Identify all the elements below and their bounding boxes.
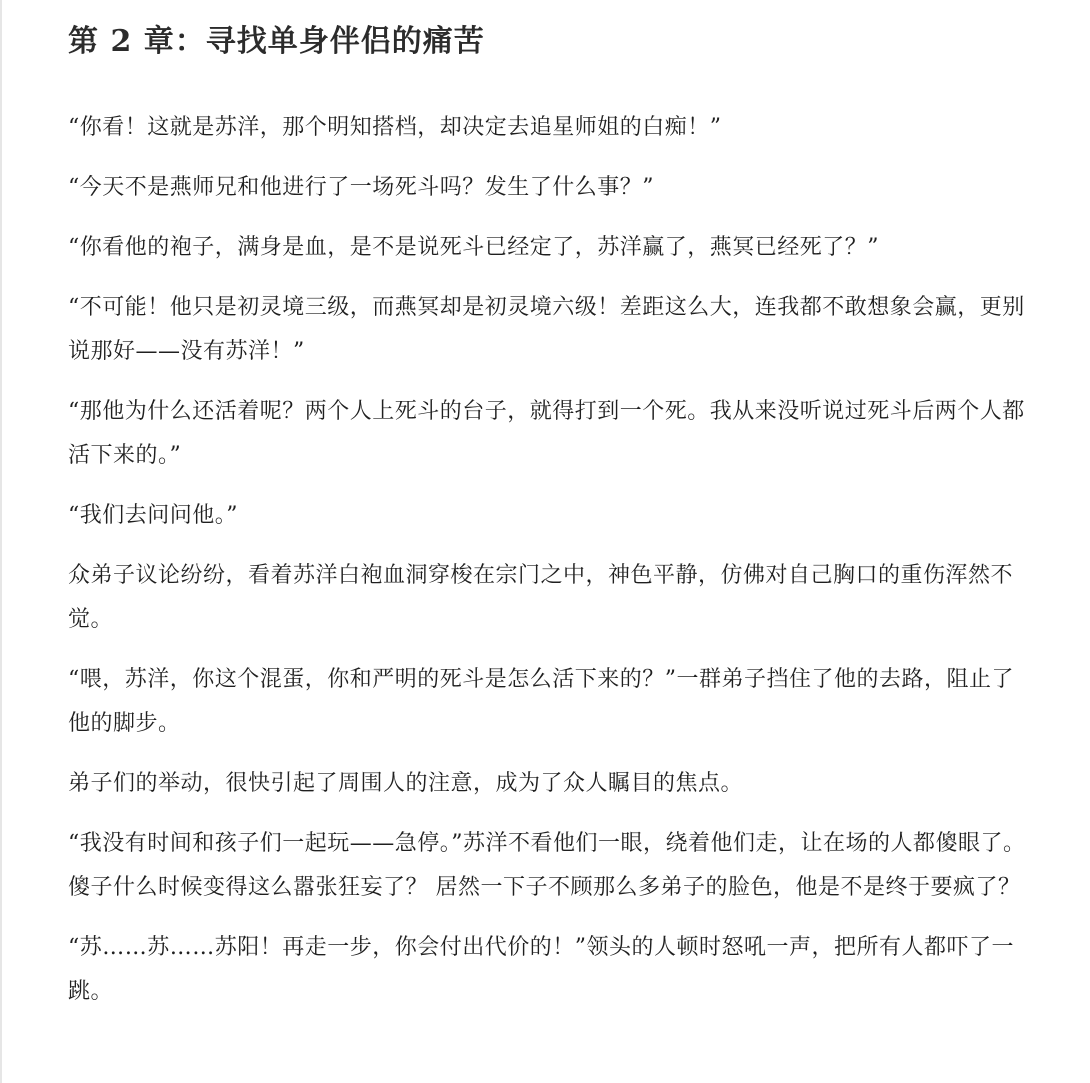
page-left-border bbox=[0, 0, 2, 1083]
paragraph: 弟子们的举动，很快引起了周围人的注意，成为了众人瞩目的焦点。 bbox=[68, 771, 744, 796]
paragraph: “今天不是燕师兄和他进行了一场死斗吗？发生了什么事？” bbox=[68, 175, 654, 200]
paragraph: “你看他的袍子，满身是血，是不是说死斗已经定了，苏洋赢了，燕冥已经死了？” bbox=[68, 235, 879, 260]
paragraph: “我没有时间和孩子们一起玩——急停。”苏洋不看他们一眼，绕着他们走，让在场的人都傻眼了。 傻子什么时候变得这么嚣张狂妄了？ 居然一下子不顾那么多弟子的脸色，他是不是终于要疯了？ bbox=[68, 831, 1026, 900]
paragraph: “我们去问问他。” bbox=[68, 503, 238, 528]
paragraph: “你看！这就是苏洋，那个明知搭档，却决定去追星师姐的白痴！” bbox=[68, 115, 722, 140]
chapter-article bbox=[68, 18, 1030, 1030]
paragraph: “喂，苏洋，你这个混蛋，你和严明的死斗是怎么活下来的？”一群弟子挡住了他的去路，阻止了他的脚步。 bbox=[68, 667, 1014, 736]
paragraph: 众弟子议论纷纷，看着苏洋白袍血洞穿梭在宗门之中，神色平静，仿佛对自己胸口的重伤浑然不觉。 bbox=[68, 563, 1014, 632]
paragraph: “苏……苏……苏阳！再走一步，你会付出代价的！”领头的人顿时怒吼一声，把所有人都吓了一跳。 bbox=[68, 935, 1014, 1004]
paragraph: “那他为什么还活着呢？两个人上死斗的台子，就得打到一个死。我从来没听说过死斗后两个人都活下来的。” bbox=[68, 399, 1025, 468]
chapter-title: 第 2 章：寻找单身伴侣的痛苦 bbox=[68, 24, 485, 59]
paragraph: “不可能！他只是初灵境三级，而燕冥却是初灵境六级！差距这么大，连我都不敢想象会赢，更别说那好——没有苏洋！” bbox=[68, 295, 1025, 364]
